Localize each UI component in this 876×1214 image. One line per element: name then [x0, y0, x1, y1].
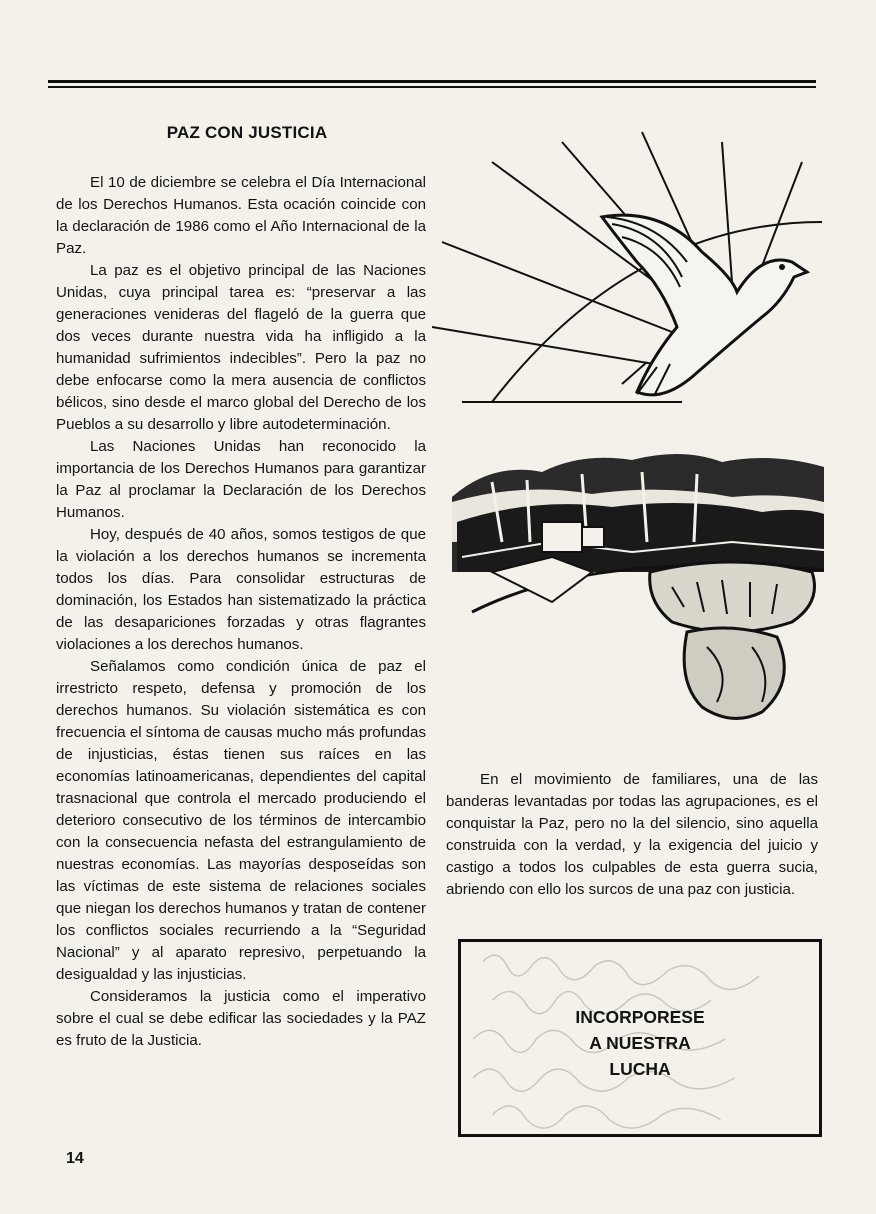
article-paragraph: Hoy, después de 40 años, somos testigos de que la violación a los derechos humanos se incrementa todos los días. Para consolidar estructuras de dominación, los Estados han sistematizado la práctica de las desapariciones forzadas y otras flagrantes violaciones a los derechos humanos.	[56, 526, 426, 653]
article-paragraph: Señalamos como condición única de paz el irrestricto respeto, defensa y promoción de los derechos humanos. Su violación sistemática es con frecuencia el síntoma de causas mucho más profundas de injusticias, éstas tienen sus raíces en las economías latinoamericanas, dependientes del capital trasnacional que controla el mercado produciendo el deterioro consecutivo de los términos de intercambio con la consecuencia nefasta del estrangulamiento de nuestras economías. Las mayorías desposeídas son las víctimas de este sistema de relaciones sociales que niegan los derechos humanos y tratan de contener los conflictos sociales recurriendo a la “Seguridad Nacional” y al aparato represivo, perpetuando la desigualdad y las injusticias.	[56, 658, 426, 983]
dove-landscape-illustration	[432, 102, 824, 748]
header-rule-top	[48, 80, 816, 83]
callout-line: INCORPORESE	[575, 1007, 705, 1027]
header-rule-bottom	[48, 86, 816, 88]
article-paragraph: La paz es el objetivo principal de las Naciones Unidas, cuya principal tarea es: “preservar a las generaciones venideras del flageló de la guerra que dos veces durante nuestra vida ha infligido a la humanidad sufrimientos indecibles”. Pero la paz no debe enfocarse como la mera ausencia de conflictos bélicos, sino desde el marco global del Derecho de los Pueblos a su desarrollo y libre autodeterminación.	[56, 262, 426, 433]
callout-text	[461, 1004, 819, 1082]
dove-icon	[602, 215, 807, 396]
callout-line: LUCHA	[609, 1059, 671, 1079]
article-paragraph: Consideramos la justicia como el imperativo sobre el cual se debe edificar las sociedades y la PAZ es fruto de la Justicia.	[56, 988, 426, 1049]
article-column	[56, 122, 426, 1052]
article-title: PAZ CON JUSTICIA	[166, 123, 328, 142]
illustration-caption: En el movimiento de familiares, una de las banderas levantadas por todas las agrupaciones, es el conquistar la Paz, pero no la del silencio, sino aquella construida con la verdad, y la exigencia del juicio y castigo a todos los culpables de esta guerra sucia, abriendo con ello los surcos de una paz con justicia.	[446, 771, 818, 899]
rock-formation	[650, 562, 815, 718]
article-paragraph: Las Naciones Unidas han reconocido la importancia de los Derechos Humanos para garantizar la Paz al proclamar la Declaración de los Derechos Humanos.	[56, 438, 426, 521]
callout-box	[458, 939, 822, 1137]
article-paragraph: El 10 de diciembre se celebra el Día Internacional de los Derechos Humanos. Esta ocación coincide con la declaración de 1986 como el Año Internacional de la Paz.	[56, 174, 426, 257]
page-number: 14	[66, 1150, 84, 1167]
callout-line: A NUESTRA	[589, 1033, 691, 1053]
